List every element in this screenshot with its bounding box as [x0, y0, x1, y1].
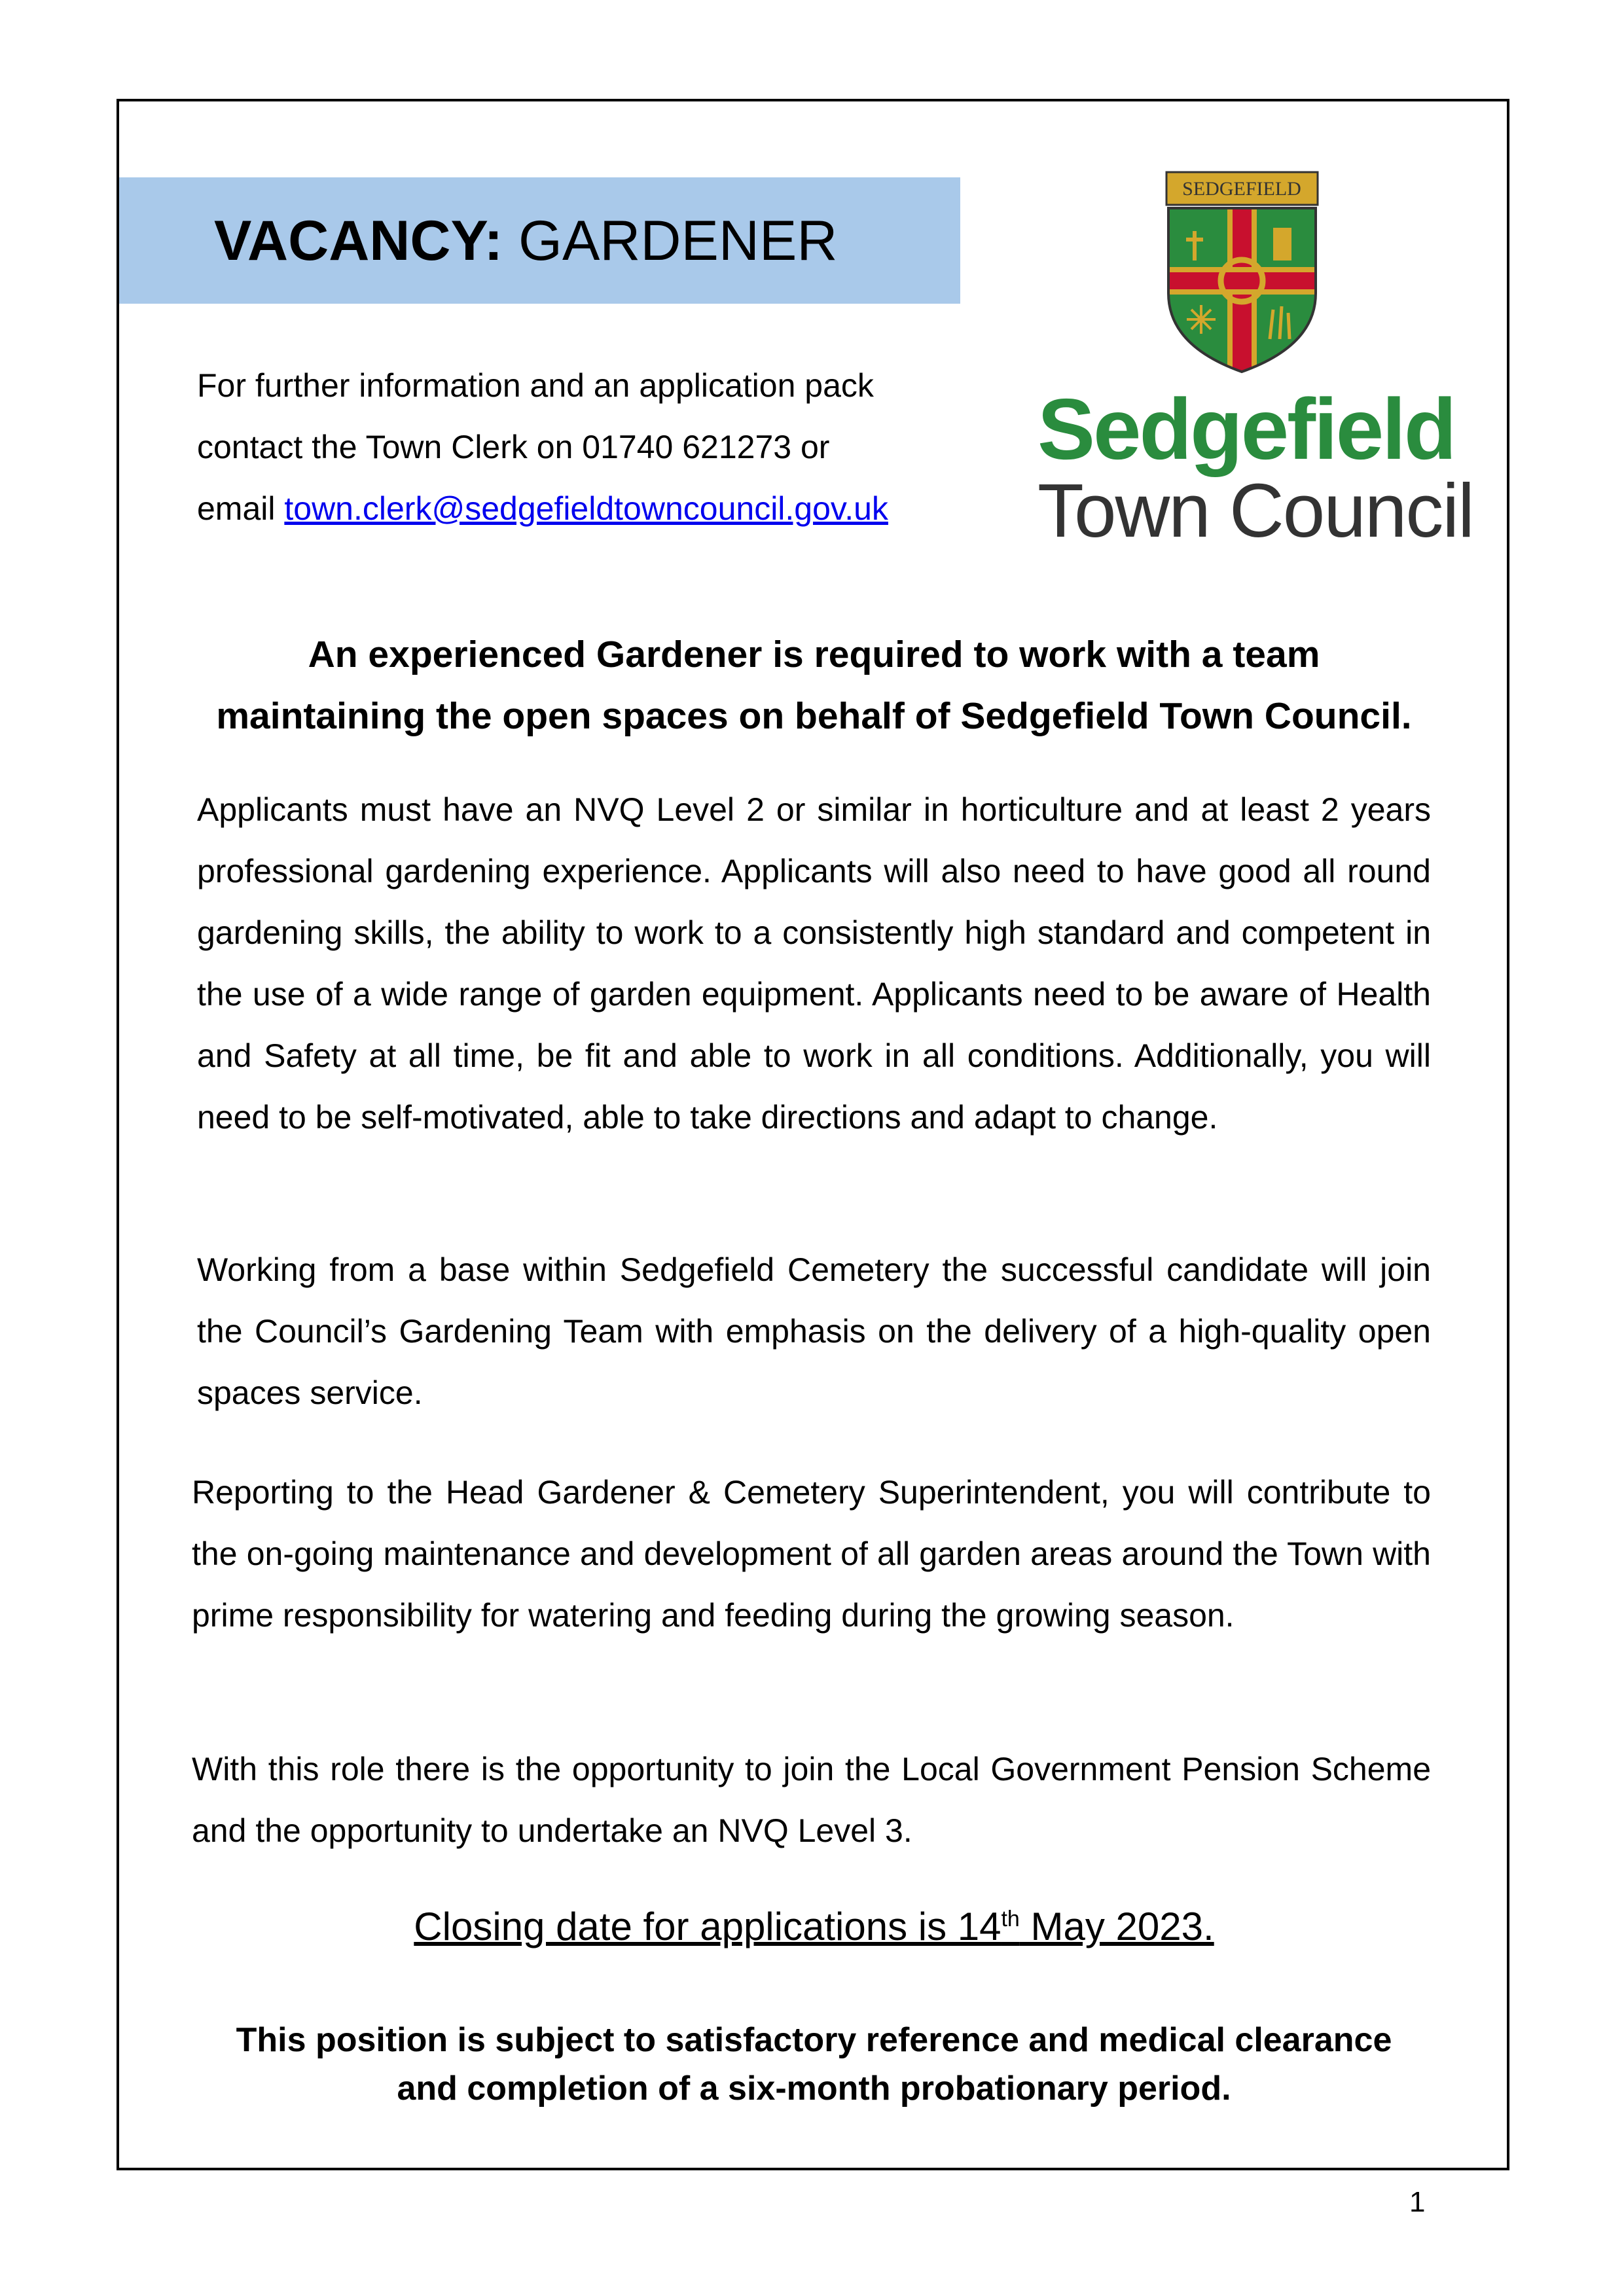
conditions-line-2: and completion of a six-month probationary period.: [397, 2070, 1231, 2108]
conditions-line-1: This position is subject to satisfactory reference and medical clearance: [236, 2021, 1392, 2059]
email-link[interactable]: town.clerk@sedgefieldtowncouncil.gov.uk: [284, 490, 888, 527]
requirements-paragraph: Applicants must have an NVQ Level 2 or similar in horticulture and at least 2 years professional gardening experience. Applicants will also need to have good all round gardening skills, the ability to work to a consistently high standard and competent in the use of a wide range of garden equipment. Applicants need to be aware of Health and Safety at all time, be fit and able to work in all conditions. Additionally, you will need to be self-motivated, able to take directions and adapt to change.: [197, 791, 1431, 1136]
lead-line-2: maintaining the open spaces on behalf of Sedgefield Town Council.: [216, 695, 1412, 737]
vacancy-label: VACANCY:: [214, 209, 503, 272]
council-crest-icon: [1159, 169, 1326, 375]
vacancy-banner: [119, 177, 960, 304]
pension-paragraph: With this role there is the opportunity to join the Local Government Pension Scheme and the opportunity to undertake an NVQ Level 3.: [192, 1751, 1431, 1849]
logo-wordmark-town-council: Town Council: [1038, 468, 1473, 553]
closing-date-rest: May 2023.: [1019, 1905, 1214, 1948]
contact-line-2: contact the Town Clerk on 01740 621273 or: [197, 429, 830, 465]
logo-wordmark-sedgefield: Sedgefield: [1038, 381, 1455, 477]
closing-date-ordinal: th: [1001, 1907, 1020, 1931]
contact-line-3: [197, 478, 969, 539]
page-number: 1: [1409, 2186, 1426, 2218]
conditions-note: [197, 2016, 1431, 2113]
closing-date: [197, 1903, 1431, 1950]
contact-line-1: For further information and an application pack: [197, 367, 874, 404]
lead-statement: [197, 624, 1431, 747]
closing-date-prefix: Closing date for applications is 14: [414, 1905, 1001, 1948]
vacancy-title: GARDENER: [518, 209, 838, 272]
svg-text:SEDGEFIELD: SEDGEFIELD: [1182, 178, 1301, 200]
lead-line-1: An experienced Gardener is required to work with a team: [308, 634, 1320, 675]
base-paragraph: Working from a base within Sedgefield Cemetery the successful candidate will join the Council’s Gardening Team with emphasis on the delivery of a high-quality open spaces service.: [197, 1251, 1431, 1411]
contact-info: [197, 355, 969, 539]
email-prefix: email: [197, 490, 285, 527]
reporting-paragraph: Reporting to the Head Gardener & Cemetery Superintendent, you will contribute to the on-going maintenance and development of all garden areas around the Town with prime responsibility for watering and feeding during the growing season.: [192, 1474, 1431, 1634]
vacancy-heading: [214, 210, 837, 272]
